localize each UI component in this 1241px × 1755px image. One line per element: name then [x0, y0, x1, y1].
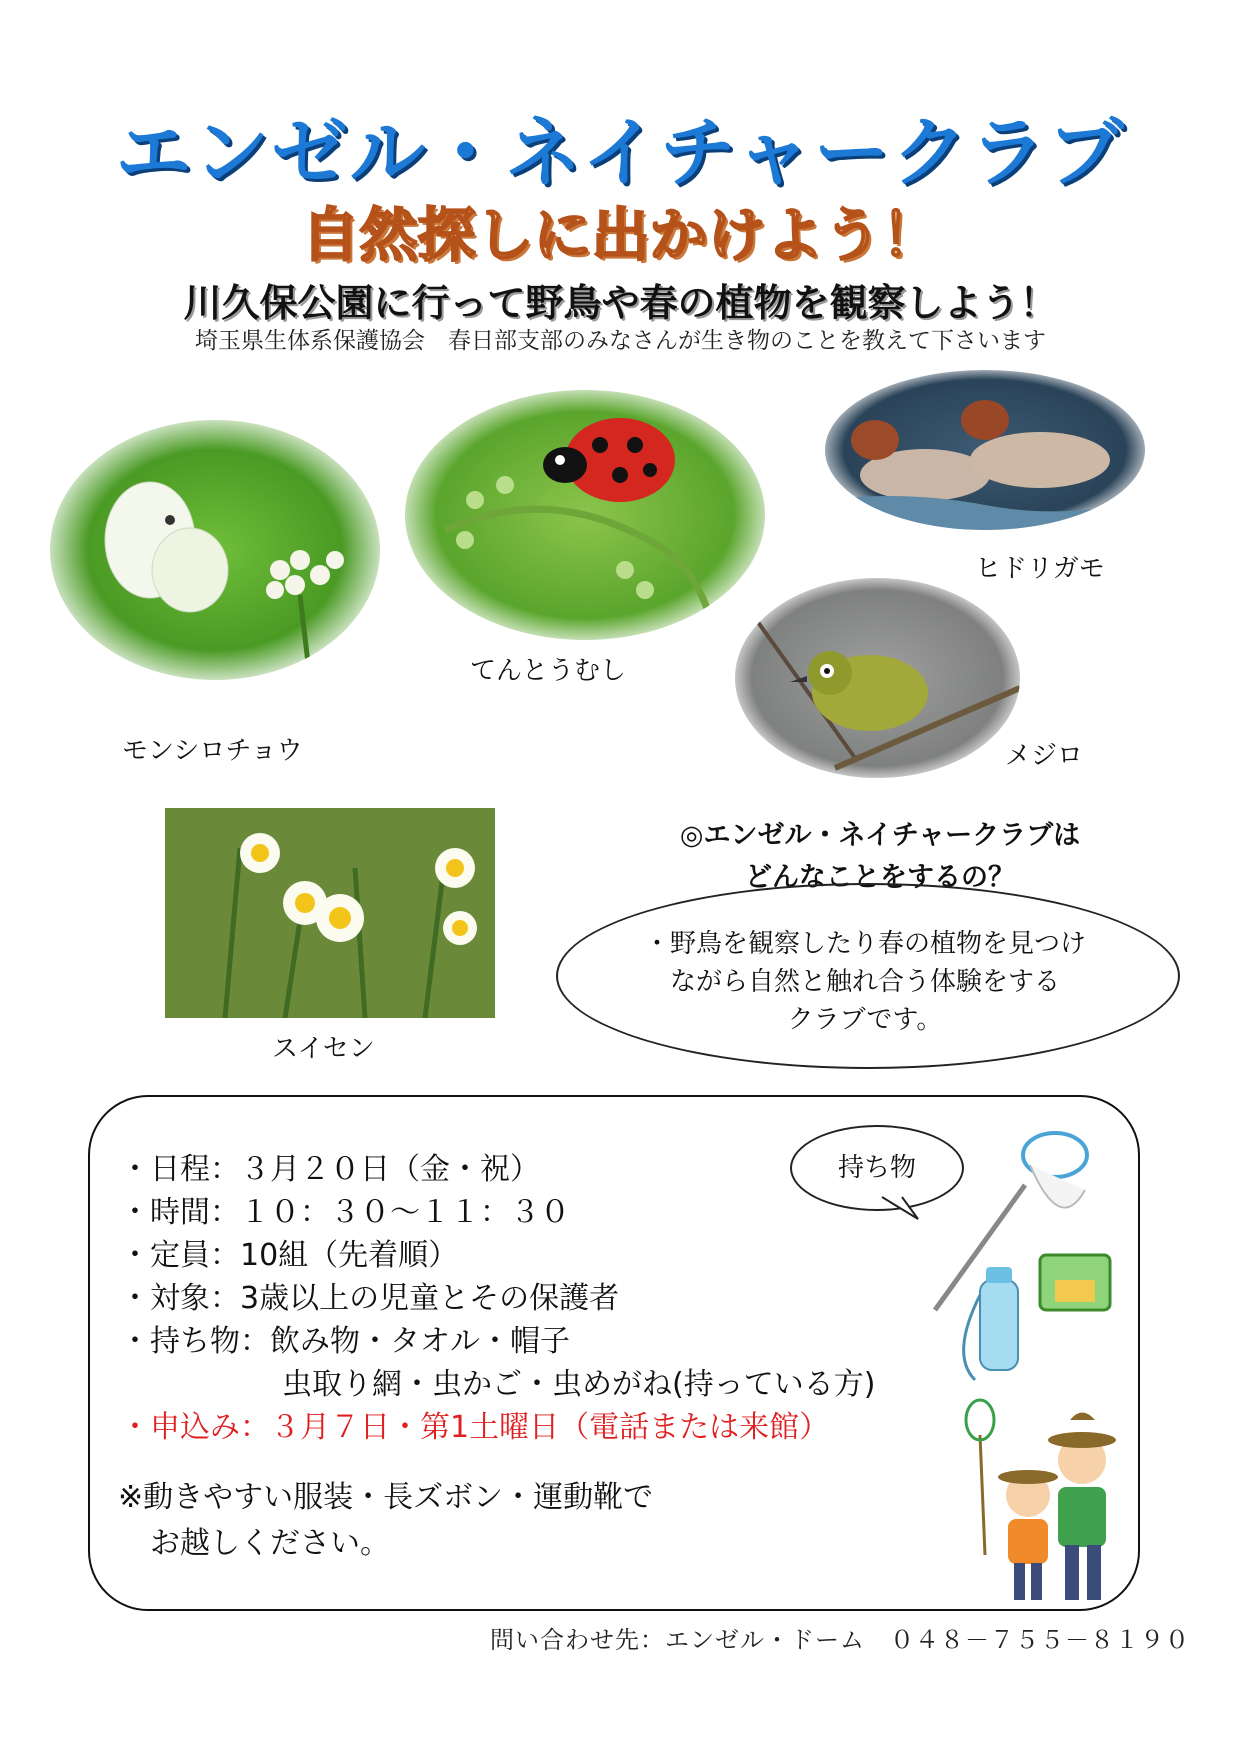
detail-time: ・時間：１０：３０～１１：３０: [120, 1195, 570, 1230]
details-list: [120, 1148, 875, 1449]
clothing-remark: [118, 1475, 653, 1567]
wigeon-photo: [825, 370, 1145, 530]
daffodil-caption: スイセン: [272, 1034, 375, 1064]
contact-footer: 問い合わせ先：エンゼル・ドーム ０４８－７５５－８１９０: [490, 1626, 1190, 1654]
equipment-illustration: [930, 1115, 1130, 1605]
items-speech-bubble: 持ち物: [790, 1125, 964, 1211]
detail-bring: ・持ち物：飲み物・タオル・帽子: [120, 1324, 570, 1359]
ladybug-photo: [405, 390, 765, 640]
white-eye-caption: メジロ: [1005, 741, 1084, 771]
speech-bubble-tail: [880, 1195, 920, 1225]
detail-bring-cont: 虫取り網・虫かご・虫めがね(持っている方): [282, 1367, 876, 1402]
detail-capacity: ・定員：10組（先着順）: [120, 1238, 459, 1273]
daffodil-photo: [165, 808, 495, 1018]
white-eye-photo: [735, 578, 1020, 778]
wigeon-caption: ヒドリガモ: [975, 554, 1105, 584]
detail-date: ・日程：３月２０日（金・祝）: [120, 1152, 540, 1187]
butterfly-caption: モンシロチョウ: [122, 736, 303, 766]
insect-cage-icon: [1040, 1255, 1110, 1310]
children-explorers-icon: [966, 1400, 1116, 1600]
page-subtitle: 自然探しに出かけよう！: [301, 201, 940, 269]
lead-text: 川久保公園に行って野鳥や春の植物を観察しよう！: [183, 281, 1058, 325]
about-heading-line1: ◎エンゼル・ネイチャークラブは: [679, 820, 1081, 851]
remark-line1: ※動きやすい服装・長ズボン・運動靴で: [118, 1480, 654, 1515]
ladybug-caption: てんとうむし: [470, 656, 627, 686]
detail-apply: ・申込み：３月７日・第1土曜日（電話または来館）: [120, 1410, 830, 1445]
organizer-note: 埼玉県生体系保護協会 春日部支部のみなさんが生き物のことを教えて下さいます: [195, 328, 1046, 354]
detail-target: ・対象：3歳以上の児童とその保護者: [120, 1281, 620, 1316]
water-bottle-icon: [964, 1267, 1018, 1380]
about-body-line1: ・野鳥を観察したり春の植物を見つけ: [643, 929, 1086, 959]
about-body-line2: ながら自然と触れ合う体験をする: [669, 967, 1060, 997]
about-body-line3: クラブです。: [787, 1005, 943, 1035]
remark-line2: お越しください。: [150, 1526, 390, 1561]
page-title: エンゼル・ネイチャークラブ: [115, 108, 1126, 197]
about-heading-line2: どんなことをするの？: [745, 862, 1015, 893]
about-body: [600, 925, 1130, 1039]
butterfly-photo: [50, 420, 380, 680]
